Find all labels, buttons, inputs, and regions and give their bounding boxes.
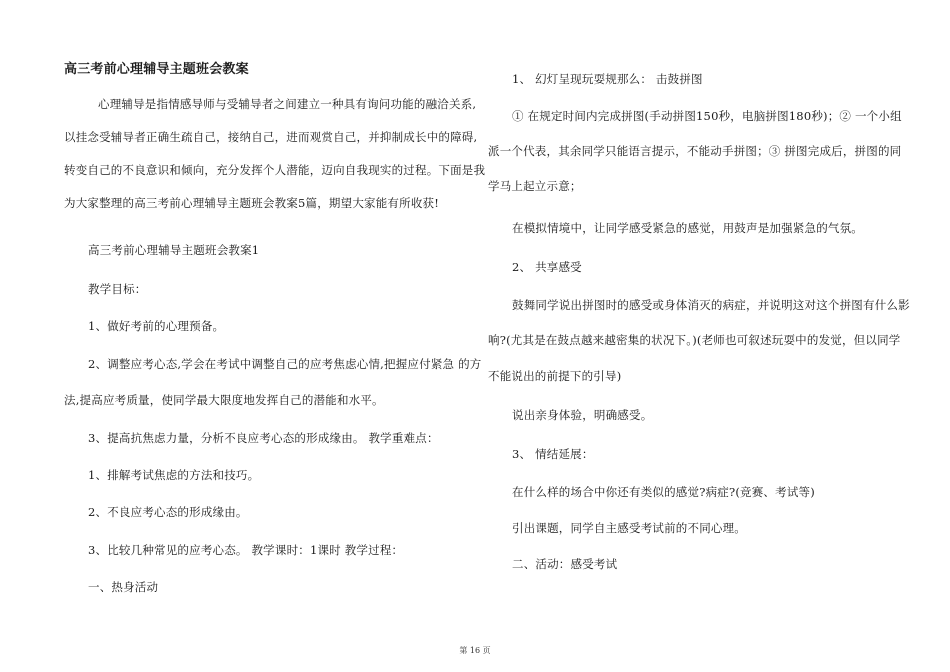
paragraph-line: 为大家整理的高三考前心理辅导主题班会教案5篇，期望大家能有所收获! bbox=[64, 196, 440, 210]
list-item: 2、不良应考心态的形成缘由。 bbox=[88, 505, 248, 519]
list-item: 1、做好考前的心理预备。 bbox=[88, 319, 225, 333]
paragraph-line: 心理辅导是指情感导师与受辅导者之间建立一种具有询问功能的融洽关系, bbox=[98, 97, 477, 111]
document-title: 高三考前心理辅导主题班会教案 bbox=[64, 62, 249, 77]
list-item: 1、 幻灯呈现玩耍规那么： 击鼓拼图 bbox=[512, 72, 703, 86]
section-heading: 高三考前心理辅导主题班会教案1 bbox=[88, 243, 260, 257]
paragraph-line: 引出课题，同学自主感受考试前的不同心理。 bbox=[512, 521, 746, 535]
paragraph-line: 响?(尤其是在鼓点越来越密集的状况下。)(老师也可叙述玩耍中的发觉，但以同学 bbox=[488, 333, 901, 347]
paragraph-line: 说出亲身体验，明确感受。 bbox=[512, 408, 653, 422]
paragraph-line: 鼓舞同学说出拼图时的感受或身体消灭的病症，并说明这对这个拼图有什么影 bbox=[512, 298, 910, 312]
paragraph-line: 在模拟情境中，让同学感受紧急的感觉，用鼓声是加强紧急的气氛。 bbox=[512, 221, 863, 235]
paragraph-line: 不能说出的前提下的引导) bbox=[488, 369, 622, 383]
paragraph-line: 以挂念受辅导者正确生疏自己，接纳自己，进而观赏自己，并抑制成长中的障碍, bbox=[64, 130, 478, 144]
paragraph-line: 转变自己的不良意识和倾向，充分发挥个人潜能，迈向自我现实的过程。下面是我 bbox=[64, 163, 486, 177]
list-item: 3、比较几种常见的应考心态。 教学课时：1课时 教学过程： bbox=[88, 543, 404, 557]
list-item: 3、提高抗焦虑力量，分析不良应考心态的形成缘由。 教学重难点： bbox=[88, 431, 439, 445]
list-item: 2、调整应考心态,学会在考试中调整自己的应考焦虑心情,把握应付紧急 的方 bbox=[88, 357, 482, 371]
section-heading: 二、活动：感受考试 bbox=[512, 557, 618, 571]
paragraph-line: 在什么样的场合中你还有类似的感觉?病症?(竞赛、考试等) bbox=[512, 485, 815, 499]
paragraph-line: 法,提高应考质量，使同学最大限度地发挥自己的潜能和水平。 bbox=[64, 393, 384, 407]
section-heading: 一、热身活动 bbox=[88, 580, 159, 594]
page-number: 第 16 页 bbox=[459, 646, 491, 655]
list-item: 2、 共享感受 bbox=[512, 260, 582, 274]
paragraph-line: ① 在规定时间内完成拼图(手动拼图150秒，电脑拼图180秒)；② 一个小组 bbox=[512, 109, 902, 123]
list-item: 1、排解考试焦虑的方法和技巧。 bbox=[88, 468, 260, 482]
paragraph-line: 派一个代表，其余同学只能语言提示，不能动手拼图；③ 拼图完成后，拼图的同 bbox=[488, 144, 902, 158]
paragraph-line: 教学目标： bbox=[88, 282, 147, 296]
list-item: 3、 情结延展： bbox=[512, 447, 594, 461]
paragraph-line: 学马上起立示意； bbox=[488, 179, 582, 193]
